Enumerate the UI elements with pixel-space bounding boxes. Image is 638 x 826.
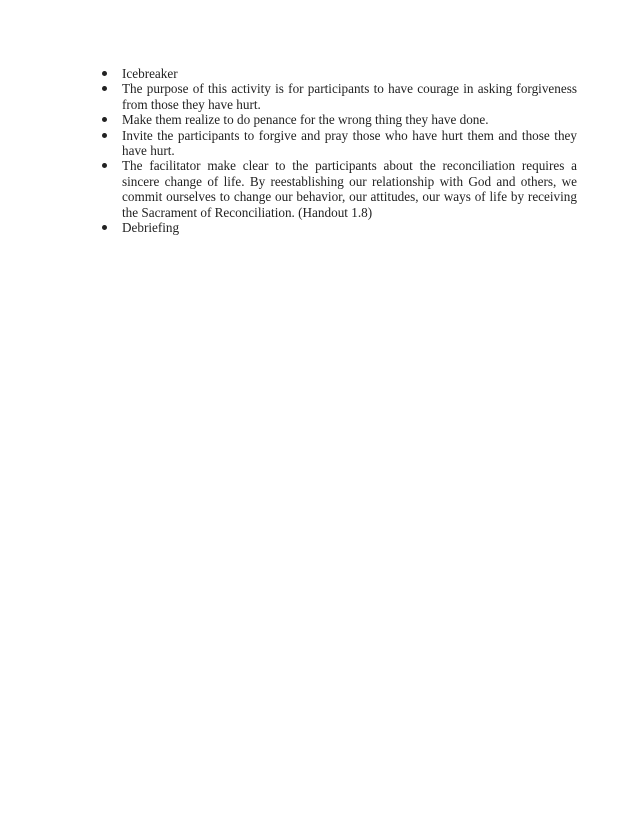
- list-item: [99, 220, 577, 235]
- bullet-icon: [102, 117, 107, 122]
- list-item-text: Invite the participants to forgive and pray those who have hurt them and those they have hurt.: [122, 127, 577, 159]
- bullet-icon: [102, 225, 107, 230]
- list-item-text: The purpose of this activity is for participants to have courage in asking forgiveness from those they have hurt.: [122, 81, 577, 112]
- list-item: [99, 128, 577, 159]
- bullet-icon: [102, 163, 107, 168]
- bullet-icon: [102, 86, 107, 91]
- list-item: [99, 112, 577, 127]
- list-item-text: The facilitator make clear to the participants about the reconciliation requires a sincere change of life. By reestablishing our relationship with God and others, we commit ourselves to change our behavior, our attitudes, our ways of life by receiving the Sacrament of Reconciliation. (Handout 1.8): [122, 158, 577, 220]
- bullet-list: [99, 66, 577, 235]
- list-item-text: Icebreaker: [122, 66, 178, 81]
- list-item: [99, 66, 577, 81]
- bullet-icon: [102, 133, 107, 138]
- list-item-text: Make them realize to do penance for the wrong thing they have done.: [122, 112, 489, 128]
- bullet-icon: [102, 71, 107, 76]
- list-item: [99, 158, 577, 220]
- list-item: [99, 81, 577, 112]
- list-item-text: Debriefing: [122, 220, 180, 236]
